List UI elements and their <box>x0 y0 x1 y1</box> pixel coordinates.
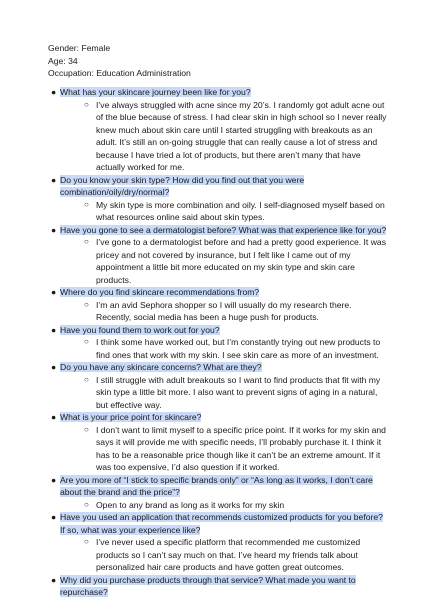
answer-item <box>48 374 388 412</box>
answer-item <box>48 536 388 574</box>
question-item <box>48 286 388 299</box>
answer-item <box>48 199 388 224</box>
question-bullet: ● <box>51 87 57 97</box>
answer-bullet: ○ <box>84 299 89 309</box>
answer-text: Open to any brand as long as it works for my skin <box>96 499 285 510</box>
question-item <box>48 411 388 424</box>
question-item <box>48 361 388 374</box>
question-text: Are you more of “I stick to specific brands only” or “As long as it works, I don’t care about the brand and the price”? <box>60 474 373 497</box>
respondent-info <box>48 42 191 80</box>
question-bullet: ● <box>51 412 57 422</box>
question-bullet: ● <box>51 512 57 522</box>
question-item <box>48 324 388 337</box>
answer-bullet: ○ <box>84 237 89 246</box>
answer-item <box>48 336 388 361</box>
question-bullet: ● <box>51 224 57 235</box>
answer-text: I’ve gone to a dermatologist before and had a pretty good experience. It was pricey and not covered by insurance, but I felt like I came out of my appointment a little bit more educated on my skin type and skin care products. <box>96 237 386 285</box>
interview-list <box>48 86 388 599</box>
answer-bullet: ○ <box>84 499 89 509</box>
answer-text: I don’t want to limit myself to a specific price point. If it works for my skin and says it will provide me with specific needs, I’ll probably purchase it. I think it has to be a reasonable price though like it can’t be an extreme amount. If it was too expensive, I’d also question if it worked. <box>96 424 386 472</box>
answer-item <box>48 499 388 512</box>
question-text: What has your skincare journey been like for you? <box>60 87 251 97</box>
occupation-line: Occupation: Education Administration <box>48 68 191 78</box>
question-item <box>48 224 388 237</box>
question-item <box>48 574 388 599</box>
answer-text: I’ve always struggled with acne since my 20’s. I randomly got adult acne out of the blue because of stress. I had clear skin in high school so I never really knew much about skin care until I started struggling with breakouts as an adult. It’s still an on-going struggle that can really cause a lot of stress and because I have tried a lot of products, but there aren’t many that have actually worked for me. <box>96 99 387 172</box>
question-text: Do you know your skin type? How did you find out that you were combination/oily/dry/normal? <box>60 174 305 197</box>
question-text: Where do you find skincare recommendations from? <box>60 287 260 297</box>
question-bullet: ● <box>51 174 57 185</box>
question-text: Have you used an application that recommends customized products for you before? If so, what was your experience like? <box>60 512 383 535</box>
question-bullet: ● <box>51 324 57 335</box>
question-bullet: ● <box>51 362 57 372</box>
answer-text: I still struggle with adult breakouts so I want to find products that fit with my skin type a little bit more. I also want to prevent signs of aging in a natural, but effective way. <box>96 374 381 410</box>
question-text: Why did you purchase products through that service? What made you want to repurchase? <box>60 574 356 597</box>
answer-text: I’m an avid Sephora shopper so I will usually do my research there. Recently, social media has been a huge push for products. <box>96 299 352 322</box>
answer-text: My skin type is more combination and oily. I self-diagnosed myself based on what resources online said about skin types. <box>96 199 385 222</box>
answer-item <box>48 299 388 324</box>
answer-bullet: ○ <box>84 199 89 209</box>
question-item <box>48 174 388 199</box>
gender-line: Gender: Female <box>48 43 111 53</box>
question-text: Have you gone to see a dermatologist before? What was that experience like for you? <box>60 224 387 235</box>
answer-text: I’ve never used a specific platform that recommended me customized products so I can’t say much on that. I’ve heard my friends talk about personalized hair care products and have gotten great outcomes. <box>96 537 361 572</box>
question-text: Do you have any skincare concerns? What are they? <box>60 362 262 372</box>
question-item <box>48 511 388 536</box>
answer-bullet: ○ <box>84 537 89 546</box>
age-line: Age: 34 <box>48 55 78 66</box>
question-item <box>48 474 388 499</box>
answer-item <box>48 99 388 174</box>
question-item <box>48 86 388 99</box>
answer-item <box>48 236 388 286</box>
question-text: Have you found them to work out for you? <box>60 324 220 335</box>
answer-bullet: ○ <box>84 337 89 346</box>
answer-bullet: ○ <box>84 424 89 434</box>
answer-text: I think some have worked out, but I’m constantly trying out new products to find ones that work with my skin. I see skin care as more of an investment. <box>96 337 381 360</box>
answer-item <box>48 424 388 474</box>
question-text: What is your price point for skincare? <box>60 412 202 422</box>
question-bullet: ● <box>51 474 57 485</box>
question-bullet: ● <box>51 287 57 297</box>
answer-bullet: ○ <box>84 99 89 109</box>
question-bullet: ● <box>51 574 57 585</box>
answer-bullet: ○ <box>84 374 89 384</box>
